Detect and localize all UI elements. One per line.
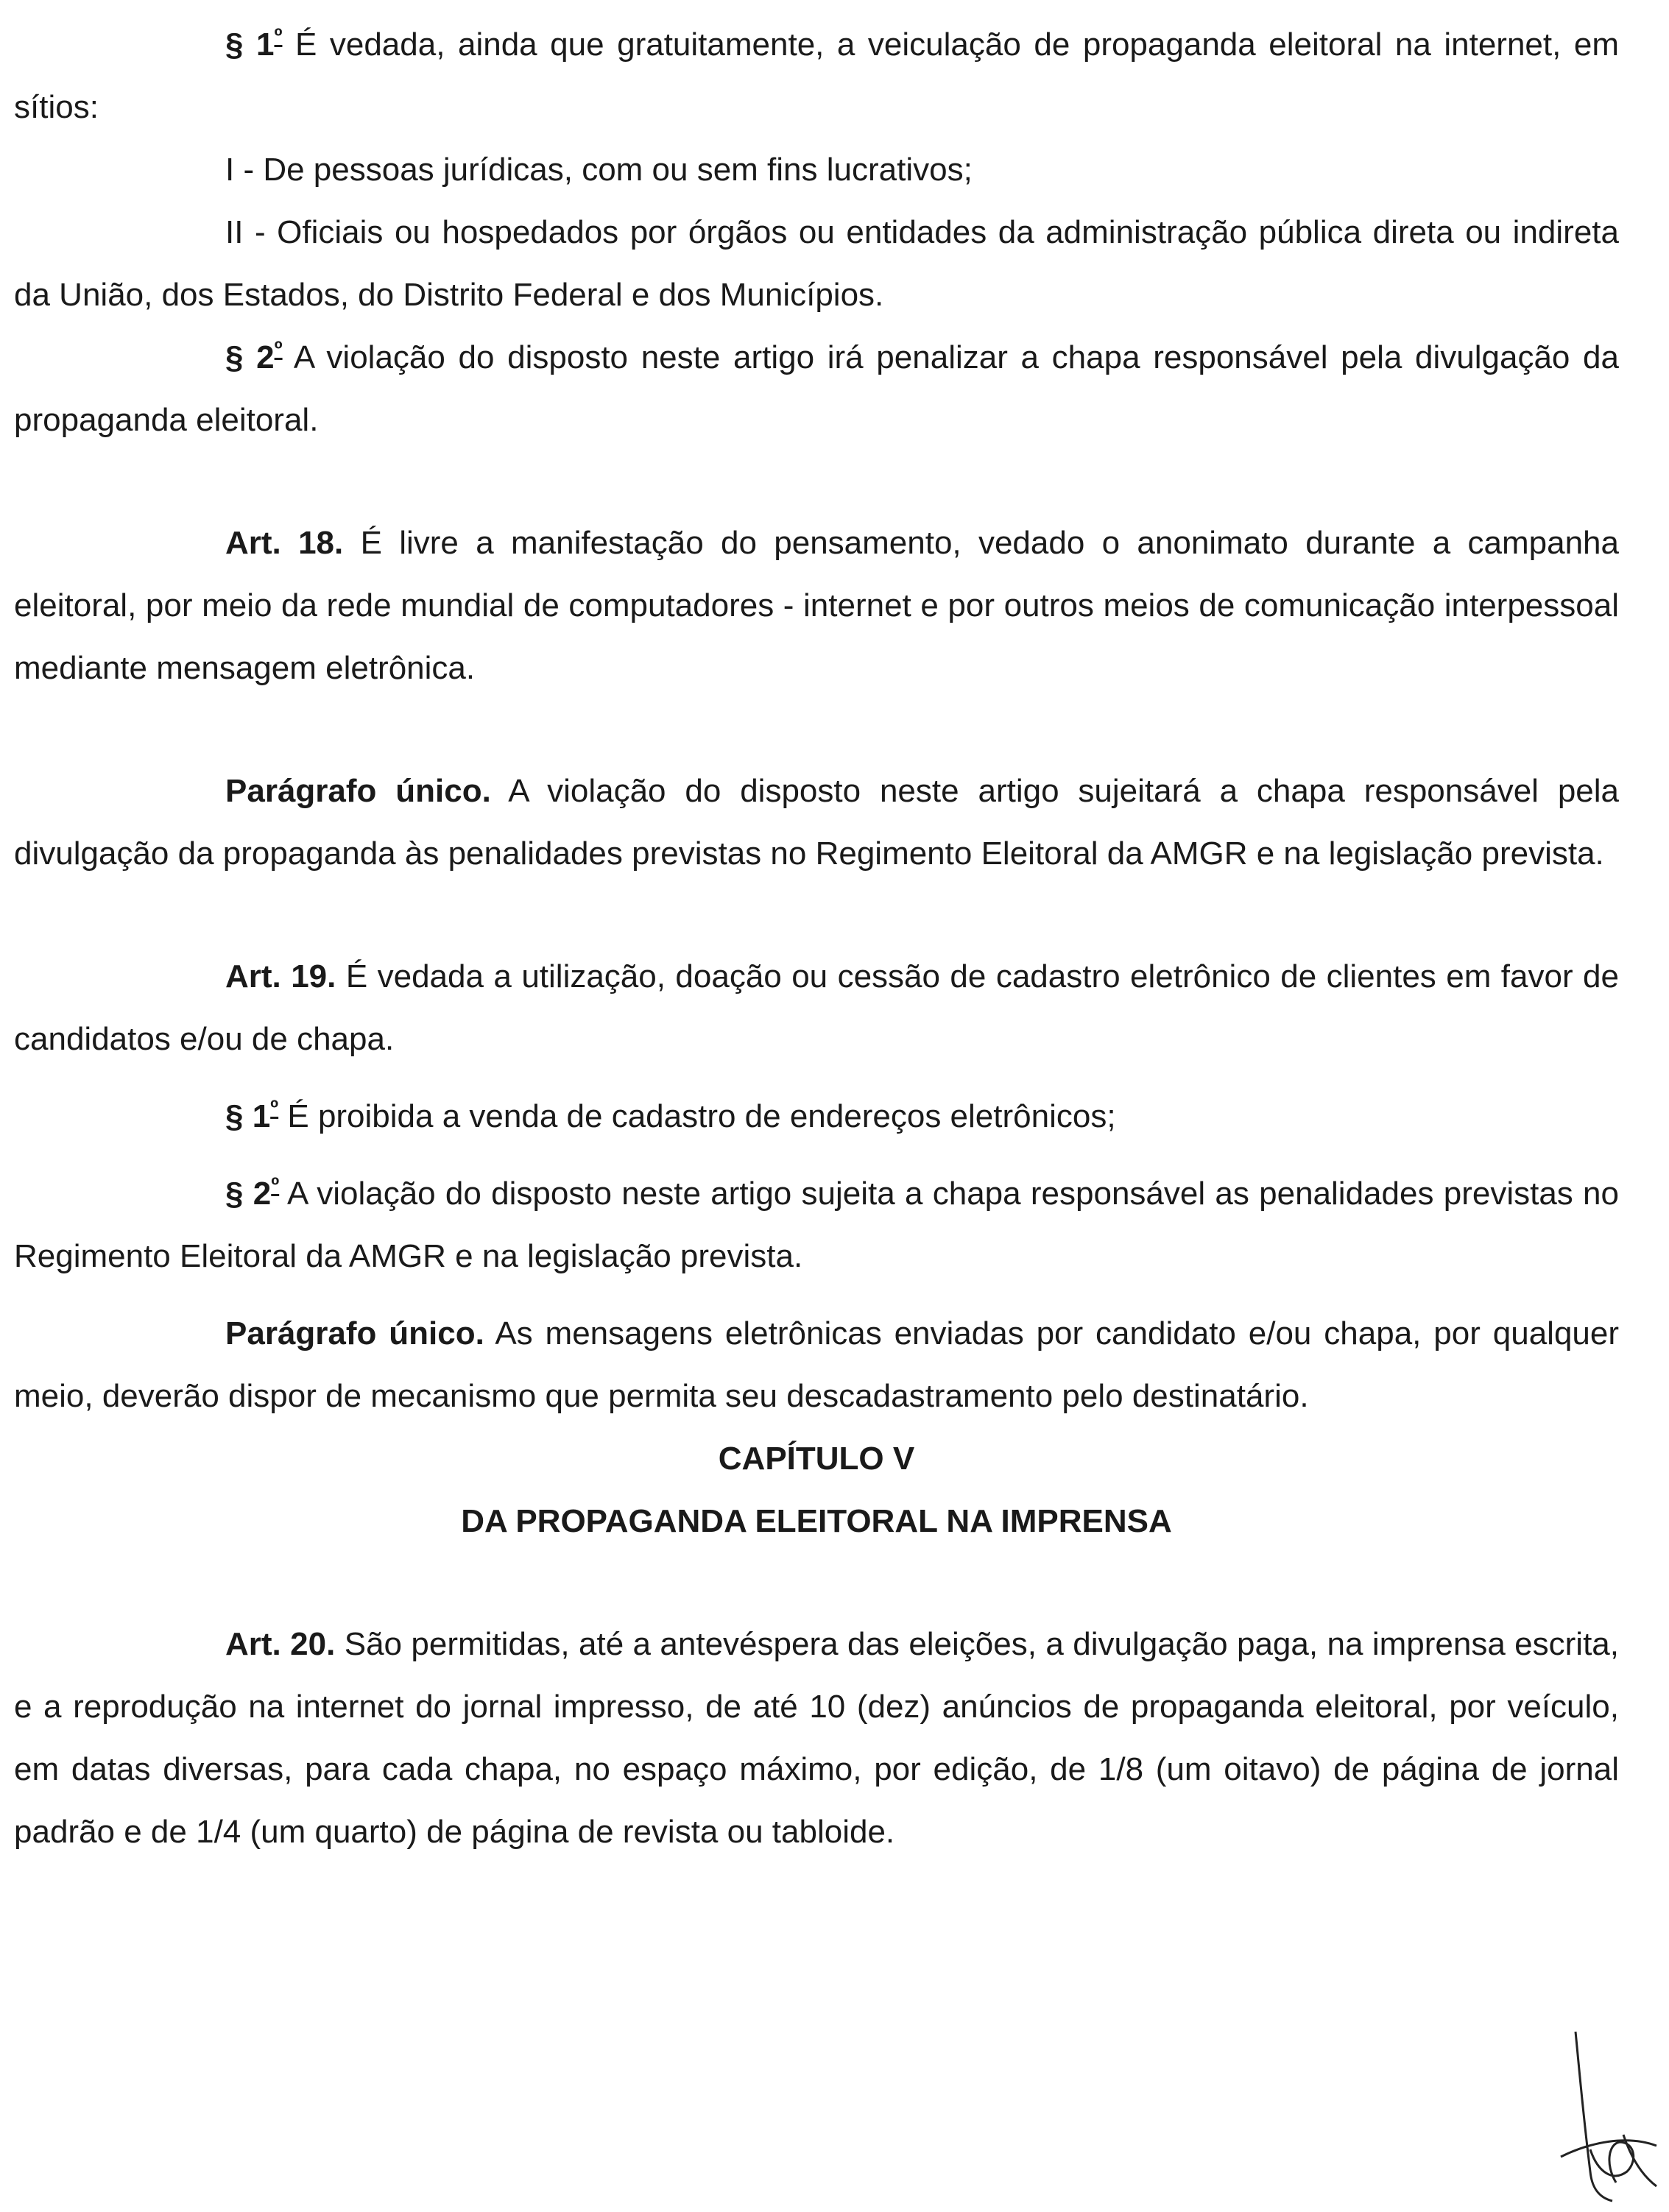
article-label: Art. 18. xyxy=(225,525,344,561)
article-18-sole-paragraph xyxy=(14,760,1619,885)
signature-initials xyxy=(1546,2024,1664,2208)
article-19-paragraph-1 xyxy=(14,1085,1619,1148)
article-19 xyxy=(14,945,1619,1070)
chapter-subtitle: DA PROPAGANDA ELEITORAL NA IMPRENSA xyxy=(461,1503,1172,1539)
article-label: Art. 20. xyxy=(225,1626,336,1662)
paragraph-text: É proibida a venda de cadastro de endereços eletrônicos; xyxy=(278,1098,1116,1134)
paragraph-text: A violação do disposto neste artigo sujeitará a chapa responsável pela divulgação da propaganda às penalidades previstas no Regimento Eleitoral da AMGR e na legislação prevista. xyxy=(14,773,1620,872)
article-label: Art. 19. xyxy=(225,958,336,994)
paragraph-text: A violação do disposto neste artigo irá penalizar a chapa responsável pela divulgação da propaganda eleitoral. xyxy=(14,339,1619,438)
document-page xyxy=(14,13,1619,1863)
ordinal-mark: º xyxy=(271,1173,280,1198)
section-mark: § 2 xyxy=(225,339,275,375)
ordinal-mark: º xyxy=(270,1096,279,1120)
paragraph-text: A violação do disposto neste artigo sujeita a chapa responsável as penalidades previstas no Regimento Eleitoral da AMGR e na legislação prevista. xyxy=(14,1176,1619,1274)
section-mark: § 1 xyxy=(225,1098,271,1134)
list-item-1 xyxy=(14,138,1619,201)
ordinal-mark: º xyxy=(274,337,283,361)
section-mark: § 1 xyxy=(225,26,275,63)
list-item-text: I - De pessoas jurídicas, com ou sem fins lucrativos; xyxy=(225,152,973,188)
article-20 xyxy=(14,1613,1619,1863)
article-text: É livre a manifestação do pensamento, vedado o anonimato durante a campanha eleitoral, por meio da rede mundial de computadores - internet e por outros meios de comunicação interpessoal mediante mensagem eletrônica. xyxy=(14,525,1619,686)
list-item-text: II - Oficiais ou hospedados por órgãos ou entidades da administração pública direta ou indireta da União, dos Estados, do Distrito Federal e dos Municípios. xyxy=(14,214,1619,313)
article-text: São permitidas, até a antevéspera das eleições, a divulgação paga, na imprensa escrita, e a reprodução na internet do jornal impresso, de até 10 (dez) anúncios de propaganda eleitoral, por veículo, em datas diversas, para cada chapa, no espaço máximo, por edição, de 1/8 (um oitavo) de página de jornal padrão e de 1/4 (um quarto) de página de revista ou tabloide. xyxy=(14,1626,1620,1850)
article-text: É vedada a utilização, doação ou cessão de cadastro eletrônico de clientes em favor de candidatos e/ou de chapa. xyxy=(14,958,1619,1057)
sole-paragraph-label: Parágrafo único. xyxy=(225,773,491,809)
paragraph-1 xyxy=(14,13,1619,138)
ordinal-mark: º xyxy=(274,24,283,49)
list-item-2 xyxy=(14,201,1619,326)
paragraph-text: É vedada, ainda que gratuitamente, a veiculação de propaganda eleitoral na internet, em sítios: xyxy=(14,26,1620,125)
article-19-sole-paragraph xyxy=(14,1302,1619,1427)
article-19-paragraph-2 xyxy=(14,1162,1619,1287)
paragraph-2 xyxy=(14,326,1619,451)
sole-paragraph-label: Parágrafo único. xyxy=(225,1315,484,1351)
paragraph-text: As mensagens eletrônicas enviadas por candidato e/ou chapa, por qualquer meio, deverão dispor de mecanismo que permita seu descadastramento pelo destinatário. xyxy=(14,1315,1620,1414)
section-mark: § 2 xyxy=(225,1176,272,1212)
article-18 xyxy=(14,512,1619,699)
chapter-title: CAPÍTULO V xyxy=(718,1441,915,1477)
